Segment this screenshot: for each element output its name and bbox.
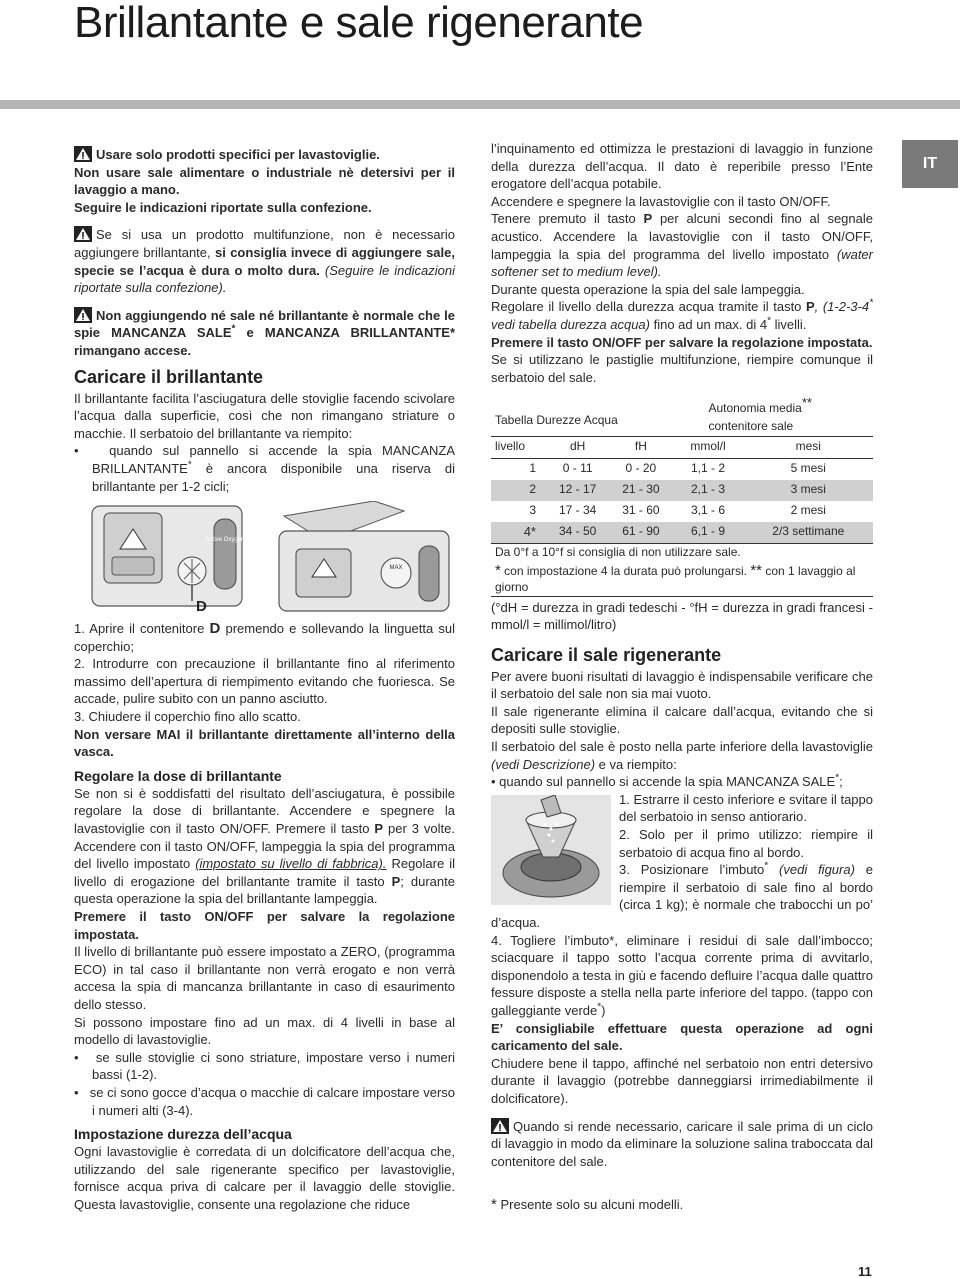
warning-icon — [491, 1118, 509, 1134]
salt-warning: Quando si rende necessario, caricare il sale prima di un ciclo di lavaggio in modo da eliminare la soluzione salina traboccata dal contenitore del sale. — [491, 1118, 873, 1169]
warning-text-3: Seguire le indicazioni riportate sulla confezione. — [74, 199, 372, 215]
salt-step-1: 1. Estrarre il cesto inferiore e svitare il tappo del serbatoio in senso antiorario. — [619, 791, 873, 825]
dose-paragraph-1: Se non si è soddisfatti del risultato dell’asciugatura, è possibile regolare la dose di brillantante. Accendere e spegnere la lavastoviglie con il tasto ON/OFF. Premere il tasto P per 3 volte. Accendere con il tasto ON/OFF, lampeggia la spia del programma del livello impostato (impostato su livello di fabbrica). Regolare il livello di erogazione del brillantante tramite il tasto P; durante questa operazione la spia del brillantante lampeggia. — [74, 785, 455, 907]
salt-step-4: 4. Togliere l’imbuto*, eliminare i residui di sale dall’imbocco; sciacquare il tappo sotto l’acqua corrente prima di avvitarlo, disponendolo a testa in giù e facendo defluire l’acqua dalle quattro fessure disposte a stella nella parte inferiore del tappo. (tappo con galleggiante verde*) — [491, 932, 873, 1018]
salt-advice-text: si consiglia invece di aggiungere sale, specie se l’acqua è dura o molto dura. — [74, 244, 455, 278]
table-caption: Tabella Durezze Acqua — [495, 412, 618, 427]
table-row: 2 12 - 17 21 - 30 2,1 - 3 3 mesi — [491, 480, 873, 501]
warning-icon — [74, 146, 92, 162]
rinse-aid-intro: Il brillantante facilita l’asciugatura delle stoviglie facendo scivolare l’acqua dalla superficie, così che non rimangano striature o macchie. Il serbatoio del brillantante va riempito: — [74, 390, 455, 441]
salt-step-3: 3. Posizionare l’imbuto* (vedi figura) e riempire il serbatoio di sale fino al bordo (circa 1 kg); è normale che trabocchi un po’ d’acqua. — [491, 860, 874, 930]
salt-paragraph-1: Per avere buoni risultati di lavaggio è indispensabile verificare che il serbatoio del sale non sia mai vuoto. — [491, 668, 873, 702]
section-heading-dose: Regolare la dose di brillantante — [74, 767, 282, 784]
table-header-row: livello dH fH mmol/l mesi — [491, 436, 873, 458]
footnote: * Presente solo su alcuni modelli. — [491, 1196, 684, 1214]
warning-text-1: Usare solo prodotti specifici per lavastoviglie. — [96, 147, 380, 162]
salt-step-2: 2. Solo per il primo utilizzo: riempire il serbatoio di acqua fino al bordo. — [619, 827, 873, 860]
table-autonomy-header: Autonomia media** contenitore sale — [708, 395, 812, 433]
active-oxygen-label: Active Oxygen — [205, 537, 245, 544]
step-2: 2. Introdurre con precauzione il brillantante fino al riferimento massimo dell’apertura di riempimento evitando che fuoriesca. Se accade, pulire subito con un panno asciutto. — [74, 656, 455, 707]
right-column — [491, 140, 873, 1214]
package-instructions-text: (Seguire le indicazioni riportate sulla confezione). — [74, 262, 455, 296]
dose-save-instruction: Premere il tasto ON/OFF per salvare la regolazione impostata. — [74, 909, 455, 942]
page-title: Brillantante e sale rigenerante — [74, 0, 644, 47]
dose-bullet-1: • se sulle stoviglie ci sono striature, impostare verso i numeri bassi (1-2). — [74, 1049, 455, 1083]
section-heading-rinse-aid: Caricare il brillantante — [74, 366, 264, 387]
indicator-lights-text-end: e MANCANZA BRILLANTANTE* rimangano accese. — [74, 325, 456, 358]
section-heading-salt: Caricare il sale rigenerante — [491, 644, 722, 665]
right-paragraph-3: Tenere premuto il tasto P per alcuni secondi fino al segnale acustico. Accendere la lavastoviglie con il tasto ON/OFF, lampeggia la spia del programma del livello impostato (water softener set to medium level). — [491, 211, 873, 280]
step-1: 1. Aprire il contenitore D premendo e sollevando la linguetta sul coperchio; — [74, 620, 455, 654]
rinse-aid-bullet: • quando sul pannello si accende la spia MANCANZA BRILLANTANTE* è ancora disponibile una riserva di brillantante per 1-2 cicli; — [74, 443, 456, 494]
salt-paragraph-3: Il serbatoio del sale è posto nella parte inferiore della lavastoviglie (vedi Descrizione) e va riempito: — [491, 739, 873, 772]
warning-block-3 — [74, 307, 455, 360]
dose-paragraph-3: Si possono impostare fino ad un max. di 4 livelli in base al modello di lavastoviglie. — [74, 1014, 455, 1048]
right-save-instruction: Premere il tasto ON/OFF per salvare la regolazione impostata. — [491, 334, 873, 350]
salt-bullet: • quando sul pannello si accende la spia MANCANZA SALE*; — [491, 772, 843, 790]
salt-paragraph-4: Chiudere bene il tappo, affinché nel serbatoio non entri detersivo durante il lavaggio (potrebbe danneggiarsi irrimediabilmente il dolcificatore). — [491, 1055, 873, 1106]
table-row: 1 0 - 11 0 - 20 1,1 - 2 5 mesi — [529, 461, 826, 476]
right-paragraph-4: Durante questa operazione la spia del sale lampeggia. — [491, 281, 805, 297]
max-label: MAX — [389, 565, 403, 572]
left-column — [74, 146, 455, 1214]
language-tab: IT — [902, 140, 958, 188]
table-note-row: * con impostazione 4 la durata può prolungarsi. ** con 1 lavaggio al giorno — [491, 562, 873, 597]
warning-block-2 — [74, 226, 455, 296]
table-row: 4* 34 - 50 61 - 90 6,1 - 9 2/3 settimane — [491, 522, 873, 544]
dose-bullet-2: • se ci sono gocce d’acqua o macchie di calcare impostare verso i numeri alti (3-4). — [74, 1084, 455, 1118]
asterisk: * — [231, 324, 236, 336]
table-note-row: Da 0°f a 10°f si consiglia di non utilizzare sale. — [495, 544, 741, 559]
right-paragraph-5: Regolare il livello della durezza acqua tramite il tasto P, (1-2-3-4* vedi tabella durezza acqua) fino ad un max. di 4* livelli. — [491, 298, 873, 332]
dispenser-drawing — [74, 501, 455, 616]
salt-paragraph-2: Il sale rigenerante elimina il calcare dall’acqua, evitando che si depositi sulle stoviglie. — [491, 703, 873, 737]
warning-icon — [74, 226, 92, 242]
right-paragraph-1: l’inquinamento ed ottimizza le prestazioni di lavaggio in funzione della durezza dell’acqua. Il dato è reperibile presso l’Ente erogatore dell’acqua potabile. — [491, 141, 873, 192]
salt-advice: E’ consigliabile effettuare questa operazione ad ogni caricamento del sale. — [491, 1020, 873, 1054]
indicator-lights-text: Non aggiungendo né sale né brillantante è normale che le spie MANCANZA SALE — [74, 307, 455, 341]
header-divider — [0, 100, 960, 109]
right-paragraph-2: Accendere e spegnere la lavastoviglie con il tasto ON/OFF. — [491, 193, 831, 209]
figure-label-d: D — [196, 598, 207, 616]
dose-paragraph-2: Il livello di brillantante può essere impostato a ZERO, (programma ECO) in tal caso il brillantante non verrà erogato e non verrà accesa la spia di mancanza brillantante in caso di esaurimento dello stesso. — [74, 944, 455, 1012]
warning-block-1 — [74, 146, 455, 216]
units-explanation: (°dH = durezza in gradi tedeschi - °fH = durezza in gradi francesi - mmol/l = millimol/litro) — [491, 599, 873, 633]
step-warning: Non versare MAI il brillantante direttamente all’interno della vasca. — [74, 726, 455, 760]
funnel-drawing — [491, 795, 611, 905]
salt-funnel-illustration — [491, 795, 611, 905]
page-number: 11 — [858, 1264, 872, 1279]
section-heading-water-hardness: Impostazione durezza dell’acqua — [74, 1126, 292, 1143]
table-row: 3 17 - 34 31 - 60 3,1 - 6 2 mesi — [529, 503, 826, 518]
warning-text-2: Non usare sale alimentare o industriale nè detersivi per il lavaggio a mano. — [74, 164, 455, 198]
warning-icon — [74, 307, 92, 323]
water-hardness-table — [491, 395, 873, 596]
step-3: 3. Chiudere il coperchio fino allo scatto. — [74, 709, 301, 725]
water-hardness-paragraph: Ogni lavastoviglie è corredata di un dolcificatore dell’acqua che, utilizzando del sale rigenerante specifico per lavastoviglie, fornisce acqua priva di calcare per il lavaggio delle stoviglie. Questa lavastoviglie, consente una regolazione che riduce — [74, 1144, 455, 1212]
right-paragraph-7: Se si utilizzano le pastiglie multifunzione, riempire comunque il serbatoio del sale. — [491, 352, 873, 385]
rinse-aid-dispenser-illustration — [74, 501, 455, 616]
multifunction-text: Se si usa un prodotto multifunzione, non è necessario aggiungere brillantante, — [74, 227, 455, 260]
